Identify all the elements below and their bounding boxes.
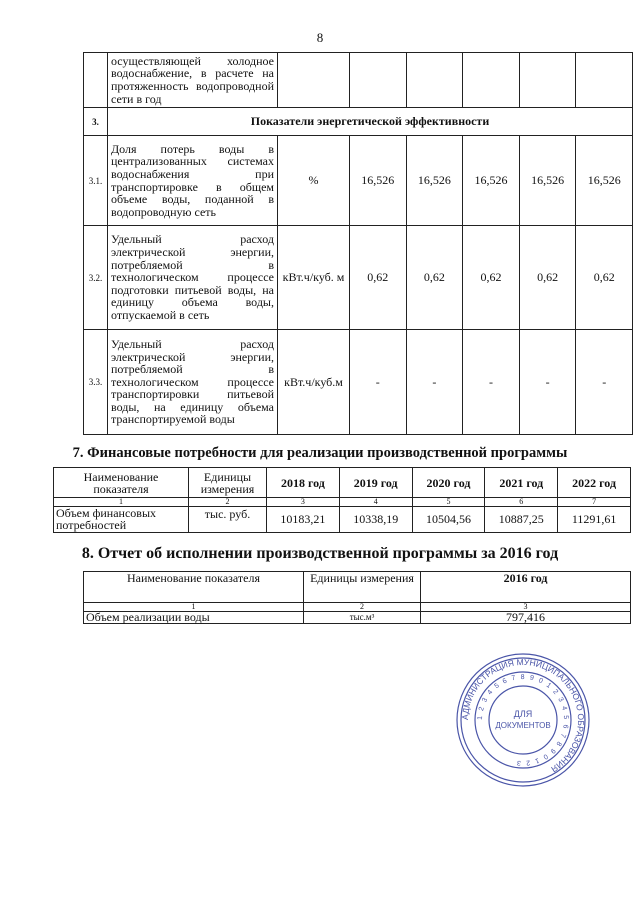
row-unit: % (278, 136, 350, 226)
column-header-year: 2020 год (412, 468, 485, 498)
index-cell: 4 (339, 498, 412, 507)
column-header-year: 2016 год (421, 572, 631, 603)
index-cell: 5 (412, 498, 485, 507)
table-row (84, 53, 633, 108)
section-7-heading: 7. Финансовые потребности для реализации производственной программы (72, 445, 568, 461)
row-value: 10504,56 (412, 507, 485, 533)
row-value: - (350, 330, 407, 435)
row-value: 0,62 (350, 226, 407, 330)
row-number: 3.2. (84, 226, 108, 330)
row-unit: тыс.м³ (304, 612, 421, 624)
svg-text:1 2 3 4 5 6 7 8 9 0 1 2 3 4 5: 1 2 3 4 5 6 7 8 9 0 1 2 3 4 5 6 7 8 9 0 1 2 3 (476, 673, 570, 767)
row-number: 3.1. (84, 136, 108, 226)
section-title: Показатели энергетической эффективности (108, 108, 633, 136)
table-row (84, 612, 631, 624)
row-value: 16,526 (350, 136, 407, 226)
index-cell: 6 (485, 498, 558, 507)
column-header-name: Наименование показателя (84, 572, 304, 603)
index-cell: 2 (304, 603, 421, 612)
index-cell: 1 (54, 498, 189, 507)
section-row (84, 108, 633, 136)
row-value: - (463, 330, 520, 435)
row-value: 10183,21 (267, 507, 340, 533)
table-header-row (54, 468, 631, 498)
index-cell: 3 (421, 603, 631, 612)
row-value: - (576, 330, 633, 435)
column-header-unit: Единицы измерения (304, 572, 421, 603)
section-number: 3. (84, 108, 108, 136)
energy-efficiency-table (83, 52, 633, 435)
row-value: 10887,25 (485, 507, 558, 533)
row-number: 3.3. (84, 330, 108, 435)
row-name: осуществляющей холодное водоснабжение, в расчете на протяженность водопроводной сети в год (108, 53, 278, 108)
column-header-year: 2021 год (485, 468, 558, 498)
section-8-heading: 8. Отчет об исполнении производственной программы за 2016 год (81, 545, 559, 562)
program-report-table (83, 571, 631, 624)
financial-needs-table (53, 467, 631, 533)
index-cell: 2 (189, 498, 267, 507)
row-name: Доля потерь воды в централизованных системах водоснабжения при транспортировке в общем объеме воды, поданной в водопроводную сеть (108, 136, 278, 226)
table-row (84, 226, 633, 330)
row-value: - (519, 330, 576, 435)
official-stamp (453, 650, 593, 790)
row-value: 16,526 (519, 136, 576, 226)
index-cell: 7 (558, 498, 631, 507)
page-number: 8 (316, 30, 324, 45)
row-name: Объем финансовых потребностей (54, 507, 189, 533)
row-unit: тыс. руб. (189, 507, 267, 533)
row-name: Удельный расход электрической энергии, потребляемой в технологическом процессе подготовки питьевой воды, на единицу объема воды, отпускаемой в сеть (108, 226, 278, 330)
row-value: - (406, 330, 463, 435)
table-row (54, 507, 631, 533)
row-unit: кВт.ч/куб.м (278, 330, 350, 435)
row-value: 0,62 (576, 226, 633, 330)
row-value: 16,526 (576, 136, 633, 226)
row-value: 11291,61 (558, 507, 631, 533)
row-value: 16,526 (406, 136, 463, 226)
row-unit: кВт.ч/куб. м (278, 226, 350, 330)
row-value: 16,526 (463, 136, 520, 226)
stamp-ring-text: АДМИНИСТРАЦИЯ МУНИЦИПАЛЬНОГО ОБРАЗОВАНИЯ (459, 656, 587, 775)
row-name: Удельный расход электрической энергии, потребляемой в технологическом процессе транспортировки питьевой воды, на единицу объема транспортируемой воды (108, 330, 278, 435)
table-row (84, 330, 633, 435)
row-value: 0,62 (519, 226, 576, 330)
column-header-year: 2018 год (267, 468, 340, 498)
column-header-name: Наименование показателя (54, 468, 189, 498)
row-value: 0,62 (463, 226, 520, 330)
row-value: 0,62 (406, 226, 463, 330)
table-row (84, 136, 633, 226)
row-name: Объем реализации воды (84, 612, 304, 624)
row-value: 10338,19 (339, 507, 412, 533)
index-cell: 3 (267, 498, 340, 507)
row-value: 797,416 (421, 612, 631, 624)
column-header-year: 2019 год (339, 468, 412, 498)
stamp-center-line2: ДОКУМЕНТОВ (495, 721, 551, 730)
table-header-row (84, 572, 631, 603)
stamp-center-line1: ДЛЯ (513, 709, 533, 719)
column-header-year: 2022 год (558, 468, 631, 498)
index-cell: 1 (84, 603, 304, 612)
column-header-unit: Единицы измерения (189, 468, 267, 498)
